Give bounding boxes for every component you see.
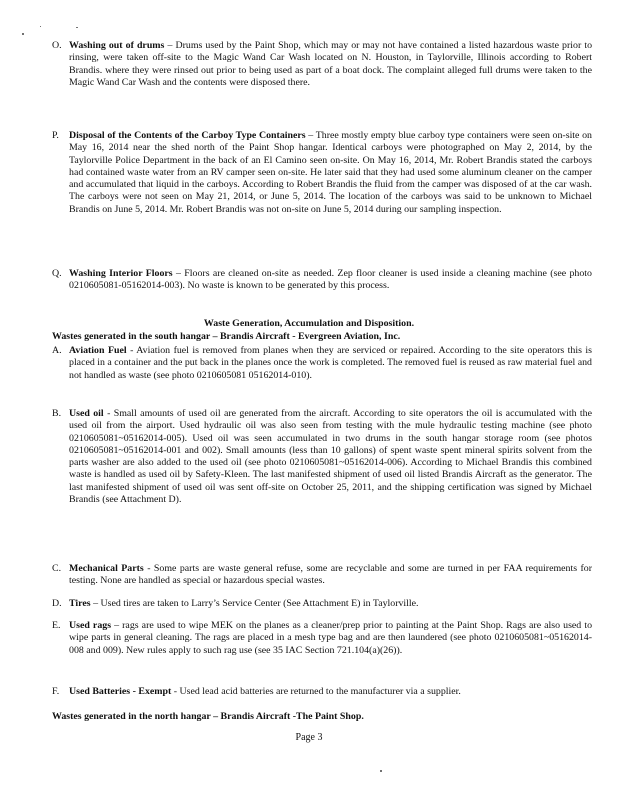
scan-speck	[76, 27, 78, 28]
list-item-o	[52, 40, 592, 89]
scan-speck	[22, 33, 24, 35]
item-text	[69, 408, 592, 506]
list-item-p	[52, 130, 592, 216]
item-label: E.	[52, 620, 61, 631]
item-title: Tires	[69, 598, 91, 609]
item-text	[69, 40, 592, 89]
north-hangar-heading: Wastes generated in the north hangar – Brandis Aircraft -The Paint Shop.	[52, 711, 364, 722]
item-title: Washing out of drums	[69, 40, 165, 51]
list-item-b	[52, 408, 592, 506]
scan-speck	[380, 770, 382, 772]
item-body: – rags are used to wipe MEK on the planes as a cleaner/prep prior to painting at the Paint Shop. Rags are also used to wipe parts in general cleaning. The rags are placed in a mesh type bag and are then laundered (see photo 0210605081~05162014-008 and 009). New rules apply to such rag use (see 35 IAC Section 721.104(a)(26)).	[69, 620, 593, 656]
item-label: P.	[52, 130, 59, 141]
item-title: Used rags	[69, 620, 112, 631]
item-text	[69, 686, 592, 698]
list-item-e	[52, 620, 592, 657]
list-item-c	[52, 563, 592, 588]
section-title: Waste Generation, Accumulation and Disposition.	[203, 318, 415, 329]
item-title: Disposal of the Contents of the Carboy Type Containers	[69, 130, 306, 141]
item-text	[69, 345, 592, 382]
item-title: Used Batteries - Exempt	[69, 686, 172, 697]
item-body: - Small amounts of used oil are generated from the aircraft. According to site operators the oil is accumulated with the used oil from the airport. Used hydraulic oil was also seen from testing with the mule hydraulic testing machine (see photo 0210605081~05162014-005). Used oil was seen accumulated in two drums in the south hangar storage room (see photos 0210605081~05162014-001 and 002). Small amounts (less than 10 gallons) of spent waste spent mineral spirits solvent from the parts washer are also added to the used oil (see photo 0210605081~05162014-006). According to Michael Brandis this combined waste is handled as used oil by Safety-Kleen. The last manifested shipment of used oil listed Brandis Aircraft as the generator. The last manifested shipment of used oil was sent off-site on October 25, 2011, and the shipping certification was signed by Michael Brandis (see Attachment D).	[69, 408, 592, 506]
item-body: - Aviation fuel is removed from planes when they are serviced or repaired. According to the site operators this is placed in a container and the put back in the planes once the work is completed. The removed fuel is reused as raw material fuel and not handled as waste (see photo 0210605081 05162014-010).	[69, 345, 592, 381]
item-title: Washing Interior Floors	[69, 268, 173, 279]
item-title: Used oil	[69, 408, 104, 419]
item-label: F.	[52, 686, 60, 697]
item-body: – Used tires are taken to Larry’s Service Center (See Attachment E) in Taylorville.	[90, 598, 419, 609]
item-title: Mechanical Parts	[69, 563, 144, 574]
item-body: - Some parts are waste general refuse, some are recyclable and some are turned in per FAA requirements for testing. None are handled as special or hazardous special wastes.	[69, 563, 592, 587]
item-body: - Used lead acid batteries are returned to the manufacturer via a supplier.	[171, 686, 461, 697]
item-label: A.	[52, 345, 62, 356]
item-body: – Drums used by the Paint Shop, which may or may not have contained a listed hazardous waste prior to rinsing, were taken off-site to the Magic Wand Car Wash located on N. Houston, in Taylorville, Illinois according to Robert Brandis. where they were rinsed out prior to being used as part of a boat dock. The complaint alleged full drums were taken to the Magic Wand Car Wash and the contents were disposed there.	[69, 40, 593, 88]
scan-speck	[40, 26, 41, 27]
item-text	[69, 620, 592, 657]
page-number: Page 3	[295, 732, 323, 743]
item-text	[69, 130, 592, 216]
item-body: – Three mostly empty blue carboy type containers were seen on-site on May 16, 2014 near the shed north of the Paint Shop hangar. Identical carboys were photographed on May 2, 2014, by the Taylorville Police Department in the back of an El Camino seen on-site. On May 16, 2014, Mr. Robert Brandis stated the carboys had contained waste water from an RV camper seen on-site. He later said that they had used some aluminum cleaner on the camper and accumulated that liquid in the carboys. According to Robert Brandis the fluid from the camper was disposed of at the car wash. The carboys were not seen on May 21, 2014, or June 5, 2014. The location of the carboys was said to be unknown to Michael Brandis on June 5, 2014. Mr. Robert Brandis was not on-site on June 5, 2014 during our sampling inspection.	[69, 130, 592, 215]
item-text	[69, 563, 592, 588]
list-item-d	[52, 598, 592, 610]
item-label: B.	[52, 408, 62, 419]
list-item-a	[52, 345, 592, 382]
item-label: Q.	[52, 268, 62, 279]
list-item-f	[52, 686, 592, 698]
item-body: – Floors are cleaned on-site as needed. Zep floor cleaner is used inside a cleaning machine (see photo 0210605081-05162014-003). No waste is known to be generated by this process.	[69, 268, 592, 292]
item-label: D.	[52, 598, 62, 609]
item-text	[69, 598, 592, 610]
item-label: C.	[52, 563, 62, 574]
item-title: Aviation Fuel	[69, 345, 127, 356]
south-hangar-heading: Wastes generated in the south hangar – Brandis Aircraft - Evergreen Aviation, Inc.	[52, 331, 401, 342]
list-item-q	[52, 268, 592, 293]
item-label: O.	[52, 40, 62, 51]
item-text	[69, 268, 592, 293]
